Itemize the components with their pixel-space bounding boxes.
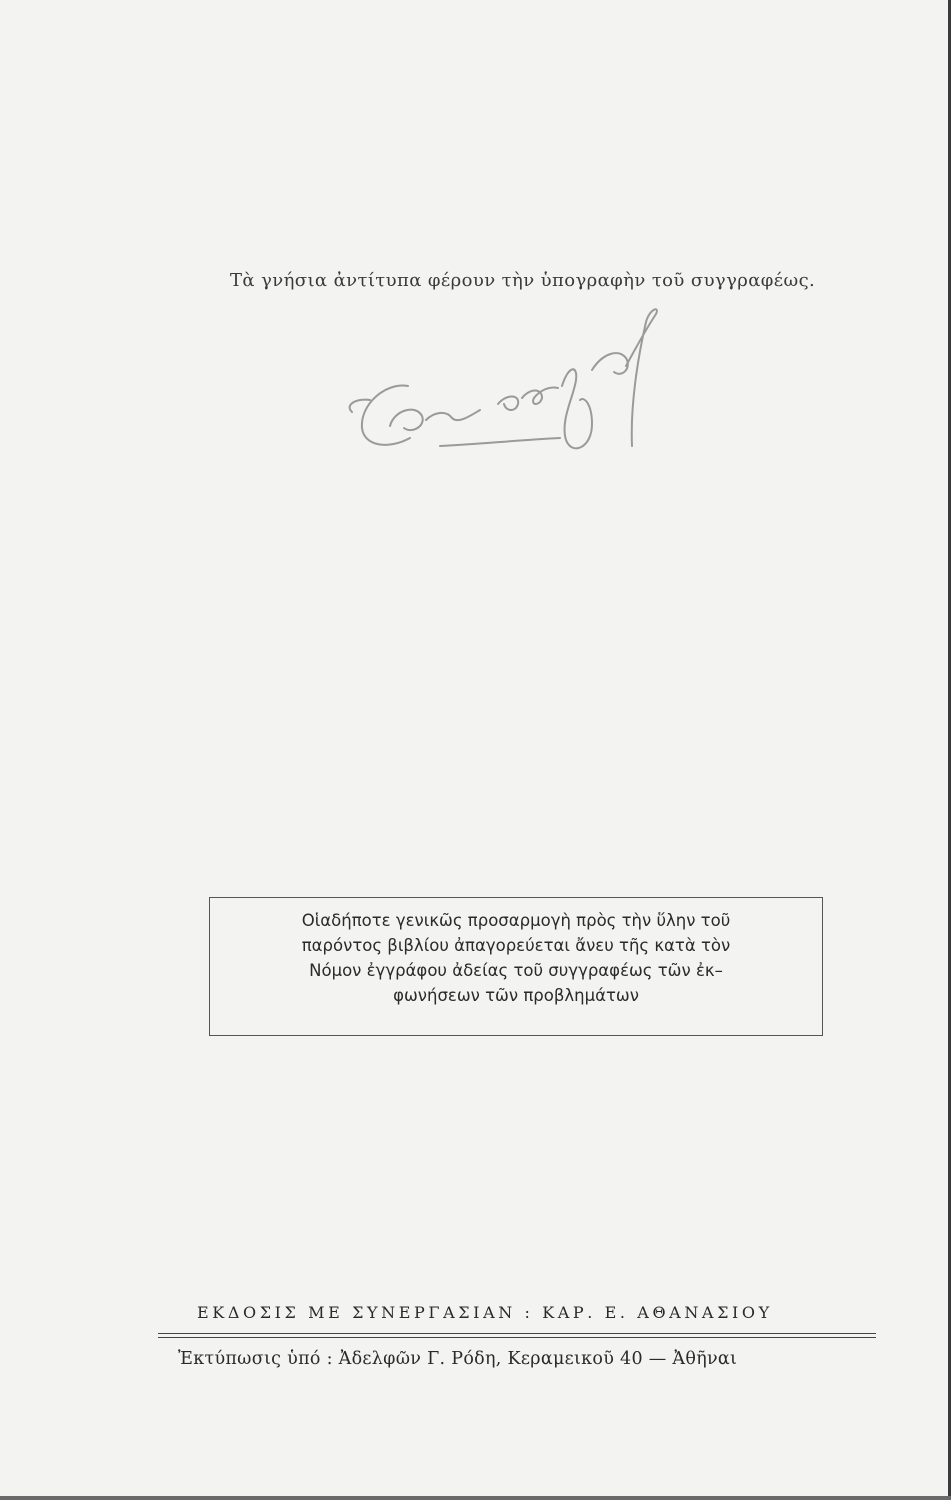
copyright-notice bbox=[210, 908, 822, 1008]
notice-line: Οἱαδήποτε γενικῶς προσαρμογὴ πρὸς τὴν ὕλην τοῦ bbox=[301, 911, 731, 930]
notice-line: παρόντος βιβλίου ἀπαγορεύεται ἄνευ τῆς κατὰ τὸν bbox=[301, 936, 731, 955]
double-rule-divider bbox=[158, 1333, 876, 1338]
notice-line: φωνήσεων τῶν προβλημάτων bbox=[393, 986, 639, 1005]
publisher-line: ΕΚΔΟΣΙΣ ΜΕ ΣΥΝΕΡΓΑΣΙΑΝ : ΚΑΡ. Ε. ΑΘΑΝΑΣΙΟΥ bbox=[197, 1303, 773, 1322]
notice-line: Νόμον ἐγγράφου ἀδείας τοῦ συγγραφέως τῶν ἐκ– bbox=[309, 961, 723, 980]
copyright-notice-box bbox=[209, 897, 823, 1036]
author-signature bbox=[330, 300, 730, 480]
printer-line: Ἐκτύπωσις ὑπό : Ἀδελφῶν Γ. Ρόδη, Κεραμεικοῦ 40 — Ἀθῆναι bbox=[178, 1349, 738, 1369]
authenticity-note: Τὰ γνήσια ἀντίτυπα φέρουν τὴν ὑπογραφὴν τοῦ συγγραφέως. bbox=[230, 270, 816, 291]
page-edge-bottom bbox=[0, 1496, 951, 1500]
